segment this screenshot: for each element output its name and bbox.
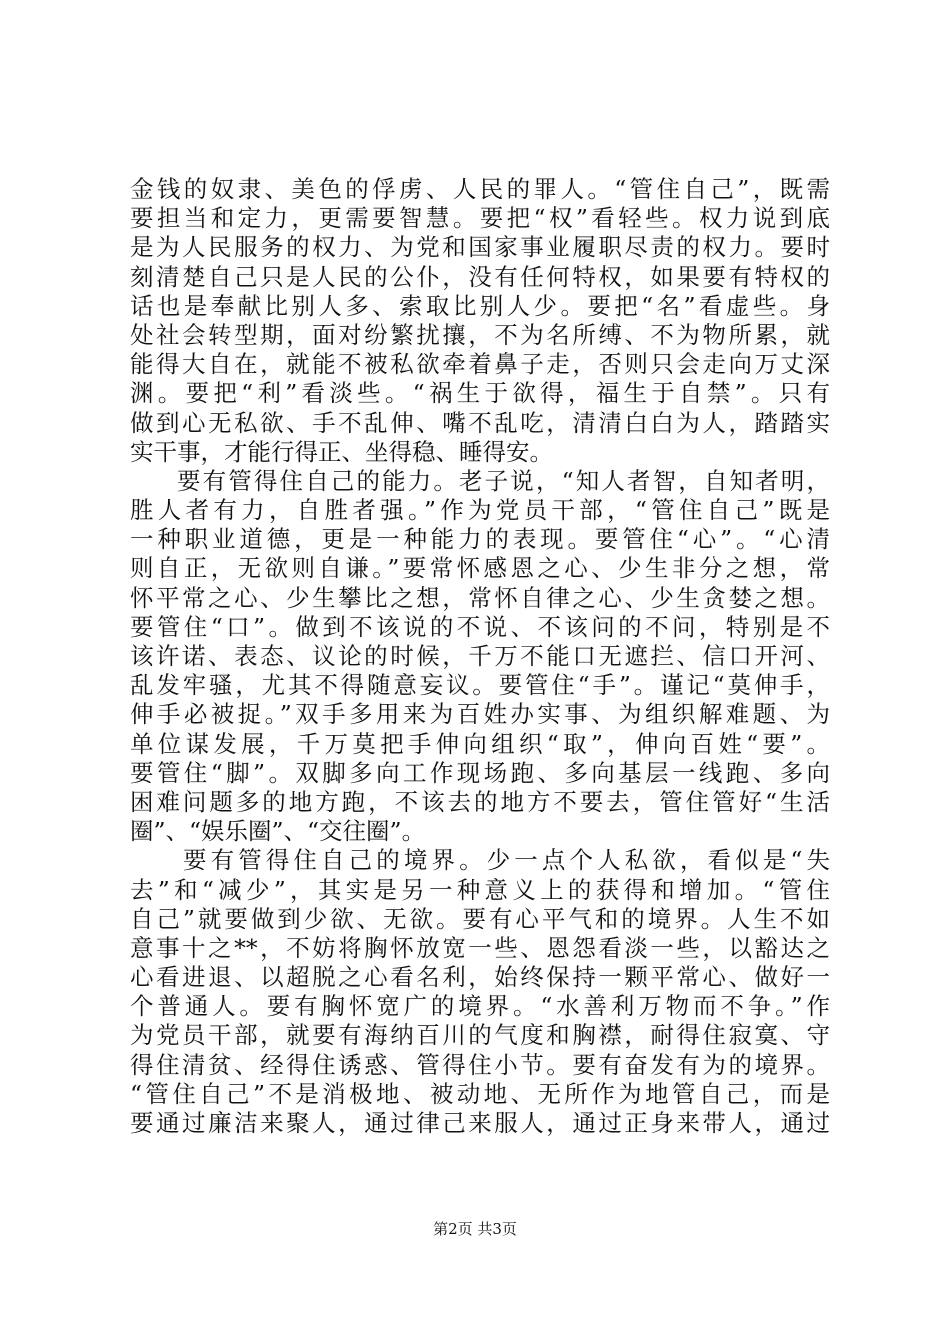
text-line: 该许诺、表态、议论的时候，千万不能口无遮拦、信口开河、 [130,642,830,670]
text-line: 为党员干部，就要有海纳百川的气度和胸襟，耐得住寂寞、守 [130,1021,830,1050]
text-line: 是为人民服务的权力、为党和国家事业履职尽责的权力。要时 [130,233,830,262]
text-line: 单位谋发展，千万莫把手伸向组织“取”，伸向百姓“要”。 [130,729,830,758]
text-line: 得住清贫、经得住诱惑、管得住小节。要有奋发有为的境界。 [130,1050,830,1079]
text-line: 意事十之**，不妨将胸怀放宽一些、恩怨看淡一些，以豁达之 [130,933,830,962]
text-line: 乱发牢骚，尤其不得随意妄议。要管住“手”。谨记“莫伸手， [130,671,830,700]
text-line: 心看进退、以超脱之心看名利，始终保持一颗平常心、做好一 [130,963,830,992]
text-line: 去”和“减少”，其实是另一种意义上的获得和增加。“管住 [130,875,830,904]
text-line: 要管住“口”。做到不该说的不说、不该问的不问，特别是不 [130,612,830,641]
text-line: 一种职业道德，更是一种能力的表现。要管住“心”。“心清 [130,525,830,554]
paragraph-start-line: 要有管得住自己的境界。少一点个人私欲，看似是“失 [183,846,830,875]
text-line: 话也是奉献比别人多、索取比别人少。要把“名”看虚些。身 [130,291,830,320]
page-number-footer: 第2页 共3页 [433,1220,517,1238]
text-line: 要担当和定力，更需要智慧。要把“权”看轻些。权力说到底 [130,204,830,233]
text-line: 圈”、“娱乐圈”、“交往圈”。 [130,817,426,846]
text-line: “管住自己”不是消极地、被动地、无所作为地管自己，而是 [130,1079,830,1108]
text-line: 胜人者有力，自胜者强。”作为党员干部，“管住自己”既是 [130,496,830,525]
text-line: 怀平常之心、少生攀比之想，常怀自律之心、少生贪婪之想。 [130,583,830,612]
paragraph-start-line: 要有管得住自己的能力。老子说，“知人者智，自知者明， [177,466,830,495]
text-line: 伸手必被捉。”双手多用来为百姓办实事、为组织解难题、为 [130,700,830,729]
text-line: 处社会转型期，面对纷繁扰攘，不为名所缚、不为物所累，就 [130,320,830,349]
text-line: 金钱的奴隶、美色的俘虏、人民的罪人。“管住自己”，既需 [130,175,830,203]
text-line: 则自正，无欲则自谦。”要常怀感恩之心、少生非分之想，常 [130,554,830,583]
text-line: 自己”就要做到少欲、无欲。要有心平气和的境界。人生不如 [130,904,830,933]
text-line: 渊。要把“利”看淡些。“祸生于欲得，福生于自禁”。只有 [130,379,830,408]
text-line: 做到心无私欲、手不乱伸、嘴不乱吃，清清白白为人，踏踏实 [130,408,830,437]
text-line: 要管住“脚”。双脚多向工作现场跑、多向基层一线跑、多向 [130,758,830,787]
text-line: 刻清楚自己只是人民的公仆，没有任何特权，如果要有特权的 [130,262,830,291]
text-line: 实干事，才能行得正、坐得稳、睡得安。 [130,437,553,466]
body-text [130,175,830,1138]
text-line: 能得大自在，就能不被私欲牵着鼻子走，否则只会走向万丈深 [130,350,830,379]
text-line: 要通过廉洁来聚人，通过律己来服人，通过正身来带人，通过 [130,1109,830,1137]
text-line: 个普通人。要有胸怀宽广的境界。“水善利万物而不争。”作 [130,992,830,1021]
text-line: 困难问题多的地方跑，不该去的地方不要去，管住管好“生活 [130,787,830,816]
